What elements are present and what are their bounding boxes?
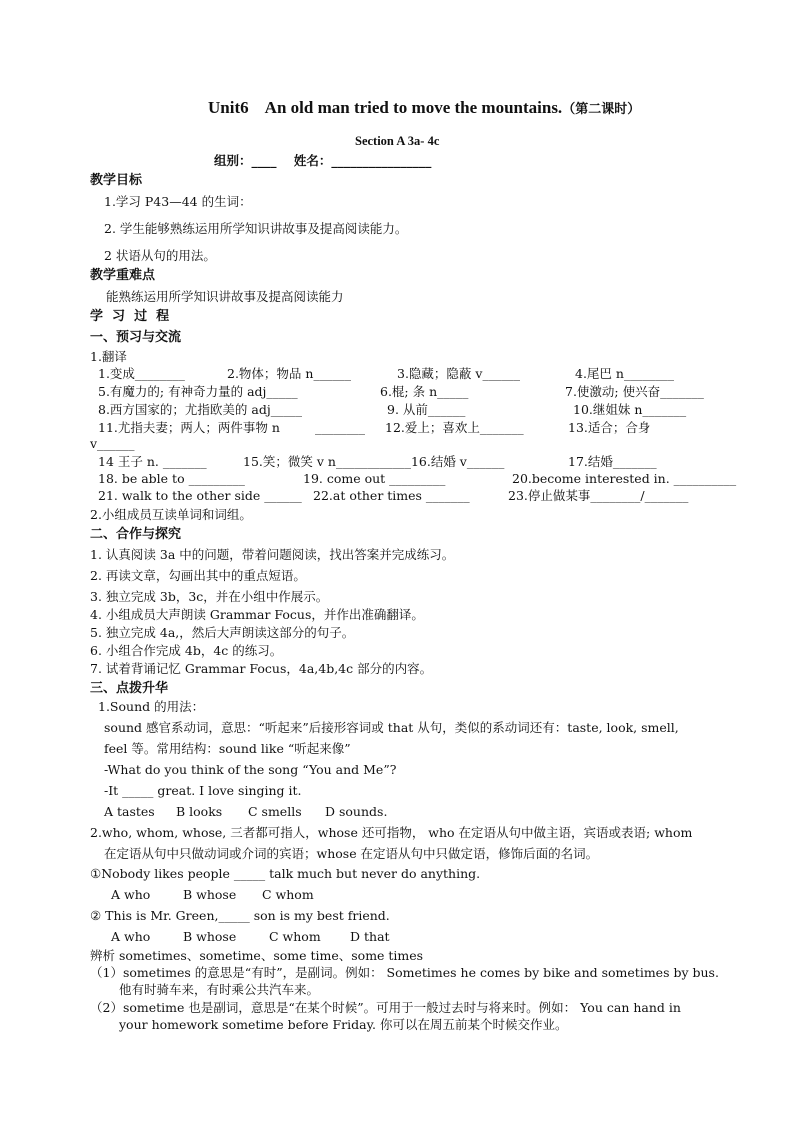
translate-label: 1.翻译 (90, 349, 127, 364)
vocab-item: 22.at other times _______ (313, 488, 470, 503)
vocab-item: 7.使激动; 使兴奋_______ (565, 384, 704, 399)
cooperation-item: 3. 独立完成 3b，3c，并在小组中作展示。 (90, 589, 329, 604)
enhance-heading: 三、点拨升华 (90, 681, 169, 696)
key-points-heading: 教学重难点 (90, 268, 156, 283)
option: D sounds. (325, 804, 388, 819)
sometime-explanation-cont: your homework sometime before Friday. 你可以在周五前某个时候交作业。 (119, 1017, 568, 1032)
vocab-item: 3.隐藏；隐蔽 v______ (397, 366, 520, 381)
vocab-item: 17.结婚_______ (568, 454, 657, 469)
option: A who (111, 929, 151, 944)
vocab-item: 11.尤指夫妻；两人；两件事物 n (98, 420, 280, 435)
option: A who (111, 887, 151, 902)
vocab-item: ________ (315, 420, 365, 435)
cooperation-item: 2. 再读文章，勾画出其中的重点短语。 (90, 568, 306, 583)
sound-explanation: sound 感官系动词，意思：“听起来”后接形容词或 that 从句，类似的系动词还有：taste, look, smell, (104, 720, 679, 735)
vocab-item: 23.停止做某事________/_______ (508, 488, 689, 503)
cooperation-item: 6. 小组合作完成 4b，4c 的练习。 (90, 643, 283, 658)
cooperation-item: 1. 认真阅读 3a 中的问题，带着问题阅读，找出答案并完成练习。 (90, 547, 455, 562)
goal-item-2: 2. 学生能够熟练运用所学知识讲故事及提高阅读能力。 (104, 221, 408, 236)
page-title (208, 100, 640, 117)
option: D that (350, 929, 390, 944)
vocab-item: 1.变成________ (98, 366, 185, 381)
who-explanation: 2.who, whom, whose, 三者都可指人，whose 还可指物， who 在定语从句中做主语，宾语或表语; whom (90, 825, 693, 840)
sound-question-1: -What do you think of the song “You and Me”? (104, 762, 397, 777)
option: A tastes (104, 804, 155, 819)
option: B looks (176, 804, 223, 819)
sound-title: 1.Sound 的用法： (98, 699, 205, 714)
vocab-item: 12.爱上；喜欢上_______ (385, 420, 524, 435)
title-note: （第二课时） (562, 101, 641, 116)
vocab-item: 13.适合；合身 (568, 420, 651, 435)
who-exercise-1: ①Nobody likes people _____ talk much but never do anything. (90, 866, 481, 881)
vocab-item: 4.尾巴 n________ (575, 366, 674, 381)
vocab-item: 2.物体；物品 n______ (227, 366, 351, 381)
goal-item-1: 1.学习 P43—44 的生词： (104, 194, 252, 209)
cooperation-item: 4. 小组成员大声朗读 Grammar Focus，并作出准确翻译。 (90, 607, 424, 622)
option: B whose (183, 887, 237, 902)
vocab-item: 18. be able to _________ (98, 471, 245, 486)
option: C whom (269, 929, 321, 944)
option: B whose (183, 929, 237, 944)
vocab-item: 6.棍; 条 n_____ (380, 384, 469, 399)
who-exercise-2: ② This is Mr. Green,_____ son is my best friend. (90, 908, 390, 923)
title-text: Unit6 An old man tried to move the mountains. (208, 98, 563, 117)
vocab-item: 20.become interested in. __________ (512, 471, 737, 486)
vocab-item: 15.笑；微笑 v n____________16.结婚 v______ (243, 454, 505, 469)
sound-question-2: -It _____ great. I love singing it. (104, 783, 302, 798)
process-heading: 学 习 过 程 (90, 309, 170, 324)
vocab-item: 5.有魔力的; 有神奇力量的 adj_____ (98, 384, 298, 399)
who-explanation-cont: 在定语从句中只做动词或介词的宾语；whose 在定语从句中只做定语，修饰后面的名词。 (104, 846, 599, 861)
goals-heading: 教学目标 (90, 173, 143, 188)
preview-heading: 一、预习与交流 (90, 330, 182, 345)
vocab-item: 9. 从前______ (387, 402, 466, 417)
option: C smells (248, 804, 302, 819)
distinguish-title: 辨析 sometimes、sometime、some time、some times (90, 948, 424, 963)
option: C whom (262, 887, 314, 902)
sound-explanation-cont: feel 等。常用结构：sound like “听起来像” (104, 741, 351, 756)
group-name-line: 组别：____ 姓名：________________ (214, 153, 432, 168)
vocab-item: 19. come out _________ (303, 471, 446, 486)
sometime-explanation: （2）sometime 也是副词，意思是“在某个时候”。可用于一般过去时与将来时。例如： You can hand in (90, 1000, 681, 1015)
goal-item-3: 2 状语从句的用法。 (104, 248, 216, 263)
preview-item-2: 2.小组成员互读单词和词组。 (90, 507, 252, 522)
vocab-row-4-cont: v______ (90, 436, 135, 451)
cooperation-item: 7. 试着背诵记忆 Grammar Focus，4a,4b,4c 部分的内容。 (90, 661, 433, 676)
cooperation-heading: 二、合作与探究 (90, 527, 182, 542)
vocab-item: 21. walk to the other side ______ (98, 488, 302, 503)
vocab-item: 8.西方国家的；尤指欧美的 adj_____ (98, 402, 302, 417)
vocab-item: 14 王子 n. _______ (98, 454, 207, 469)
key-points-text: 能熟练运用所学知识讲故事及提高阅读能力 (106, 289, 344, 304)
sometimes-explanation-cont: 他有时骑车来，有时乘公共汽车来。 (119, 982, 320, 997)
sometimes-explanation: （1）sometimes 的意思是“有时”，是副词。例如： Sometimes he comes by bike and sometimes by bus. (90, 965, 719, 980)
vocab-item: 10.继姐妹 n_______ (573, 402, 687, 417)
cooperation-item: 5. 独立完成 4a,，然后大声朗读这部分的句子。 (90, 625, 355, 640)
section-label: Section A 3a- 4c (355, 134, 440, 148)
